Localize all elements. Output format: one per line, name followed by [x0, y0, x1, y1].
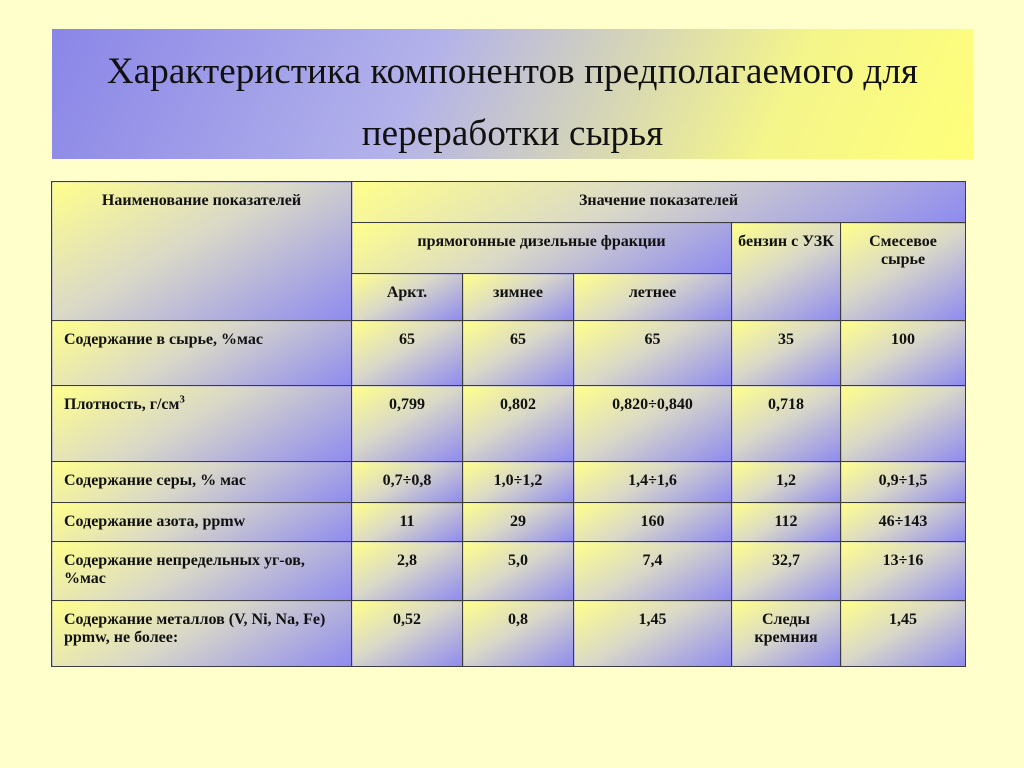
- table-row: [52, 503, 966, 542]
- header-values-group: Значение показателей: [352, 182, 966, 223]
- cell-value: 46÷143: [841, 503, 966, 542]
- row-label: Содержание азота, ppmw: [52, 503, 352, 542]
- cell-value: 11: [352, 503, 463, 542]
- header-arctic: Аркт.: [352, 274, 463, 321]
- cell-value: 1,4÷1,6: [574, 462, 732, 503]
- cell-value: 0,802: [463, 386, 574, 462]
- cell-value: 0,799: [352, 386, 463, 462]
- cell-value: 0,8: [463, 601, 574, 667]
- cell-value: 29: [463, 503, 574, 542]
- header-gasoline: бензин с УЗК: [732, 223, 841, 321]
- cell-value: 0,9÷1,5: [841, 462, 966, 503]
- cell-value: 1,45: [841, 601, 966, 667]
- cell-value: 0,52: [352, 601, 463, 667]
- header-name-col: Наименование показателей: [52, 182, 352, 321]
- cell-value: 0,7÷0,8: [352, 462, 463, 503]
- cell-value: 5,0: [463, 542, 574, 601]
- row-label: Содержание в сырье, %мас: [52, 321, 352, 386]
- cell-value: 65: [463, 321, 574, 386]
- cell-value: Следы кремния: [732, 601, 841, 667]
- cell-value: 65: [352, 321, 463, 386]
- title-banner: [52, 29, 973, 159]
- cell-value: 1,45: [574, 601, 732, 667]
- table-row: [52, 462, 966, 503]
- cell-value: 32,7: [732, 542, 841, 601]
- cell-value: 2,8: [352, 542, 463, 601]
- table-row: [52, 601, 966, 667]
- header-diesel-group: прямогонные дизельные фракции: [352, 223, 732, 274]
- table-row: [52, 542, 966, 601]
- cell-value: 65: [574, 321, 732, 386]
- cell-value: 13÷16: [841, 542, 966, 601]
- table-row: [52, 386, 966, 462]
- row-label: Содержание металлов (V, Ni, Na, Fe) ppmw, не более:: [52, 601, 352, 667]
- row-label-superscript: 3: [179, 393, 185, 406]
- characteristics-table: [51, 181, 966, 667]
- cell-value: 160: [574, 503, 732, 542]
- cell-value: 0,718: [732, 386, 841, 462]
- cell-value: 112: [732, 503, 841, 542]
- cell-value: 1,2: [732, 462, 841, 503]
- cell-value: 35: [732, 321, 841, 386]
- table-row: [52, 321, 966, 386]
- title-line-1: Характеристика компонентов предполагаемого для: [106, 51, 919, 92]
- row-label: Содержание непредельных уг-ов, %мас: [52, 542, 352, 601]
- header-summer: летнее: [574, 274, 732, 321]
- header-mixed: Смесевое сырье: [841, 223, 966, 321]
- cell-value: 1,0÷1,2: [463, 462, 574, 503]
- title-line-2: переработки сырья: [361, 113, 664, 154]
- cell-value: 100: [841, 321, 966, 386]
- cell-value: 0,820÷0,840: [574, 386, 732, 462]
- row-label-text: Плотность, г/см: [64, 396, 180, 413]
- row-label: Содержание серы, % мас: [52, 462, 352, 503]
- cell-value: 7,4: [574, 542, 732, 601]
- header-row-1: [52, 182, 966, 223]
- header-winter: зимнее: [463, 274, 574, 321]
- cell-value: [841, 386, 966, 462]
- row-label: [52, 386, 352, 462]
